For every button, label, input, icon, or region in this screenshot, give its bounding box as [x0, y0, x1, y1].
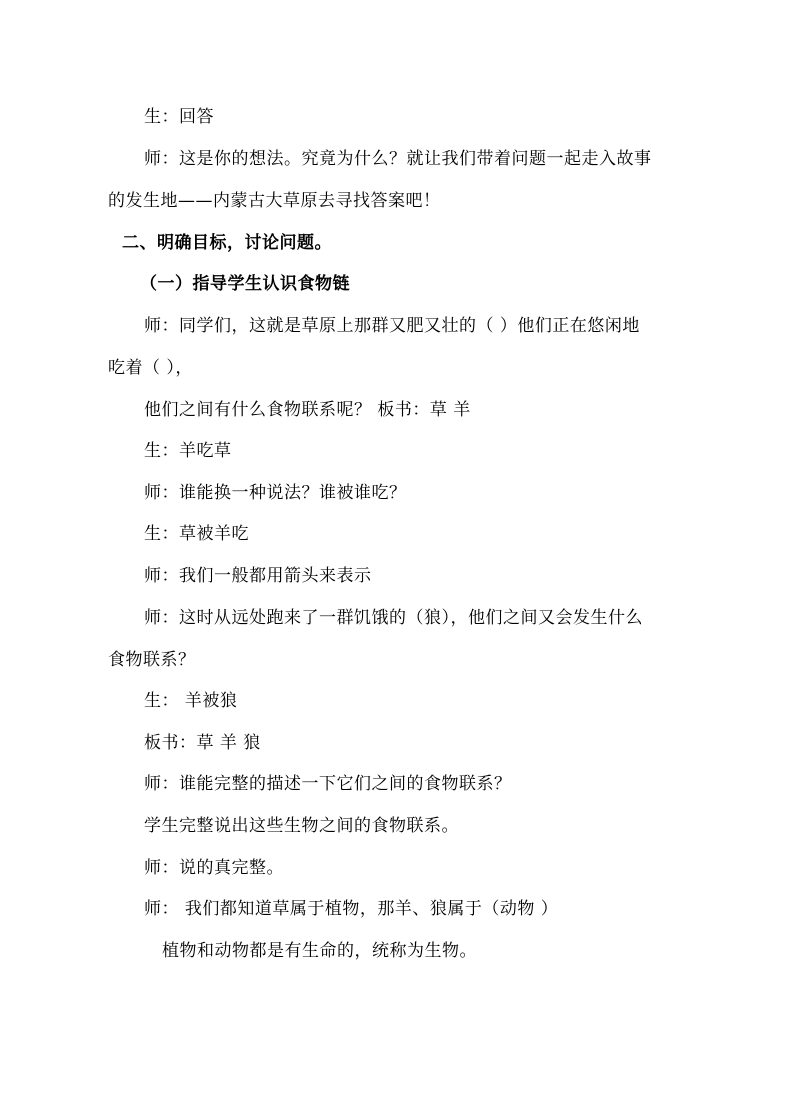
paragraph-sheep-eaten: 生： 羊被狼	[144, 691, 238, 711]
paragraph-grass-eaten: 生：草被羊吃	[144, 524, 249, 544]
paragraph-teacher-praise: 师：说的真完整。	[144, 858, 284, 878]
paragraph-wolf-arrives: 师：这时从远处跑来了一群饥饿的（狼），他们之间又会发生什么	[144, 608, 643, 628]
paragraph-sheep-eat-grass: 生：羊吃草	[144, 441, 232, 461]
paragraph-teacher-question-cont: 的发生地——内蒙古大草原去寻找答案吧！	[108, 191, 441, 211]
paragraph-plants-animals: 师： 我们都知道草属于植物，那羊、狼属于（动物 ）	[144, 899, 559, 919]
paragraph-food-relation-board: 他们之间有什么食物联系呢？ 板书：草 羊	[144, 400, 471, 420]
paragraph-teacher-question: 师：这是你的想法。究竟为什么？就让我们带着问题一起走入故事	[144, 149, 652, 169]
section-heading: 二、明确目标，讨论问题。	[122, 233, 332, 253]
paragraph-students-describe: 学生完整说出这些生物之间的食物联系。	[144, 816, 459, 836]
paragraph-teacher-rephrase: 师：谁能换一种说法？谁被谁吃？	[144, 483, 407, 503]
paragraph-living-things: 植物和动物都是有生命的，统称为生物。	[162, 941, 477, 961]
paragraph-board-chain: 板书：草 羊 狼	[144, 733, 261, 753]
paragraph-describe-relation: 师：谁能完整的描述一下它们之间的食物联系？	[144, 774, 512, 794]
paragraph-wolf-arrives-cont: 食物联系？	[108, 650, 196, 670]
paragraph-teacher-intro: 师：同学们，这就是草原上那群又肥又壮的（ ）他们正在悠闲地	[144, 316, 640, 336]
paragraph-arrow-explain: 师：我们一般都用箭头来表示	[144, 566, 372, 586]
paragraph-teacher-intro-cont: 吃着（ ），	[108, 358, 193, 378]
subsection-heading: （一）指导学生认识食物链	[140, 274, 350, 294]
paragraph-student-answer: 生：回答	[144, 107, 214, 127]
